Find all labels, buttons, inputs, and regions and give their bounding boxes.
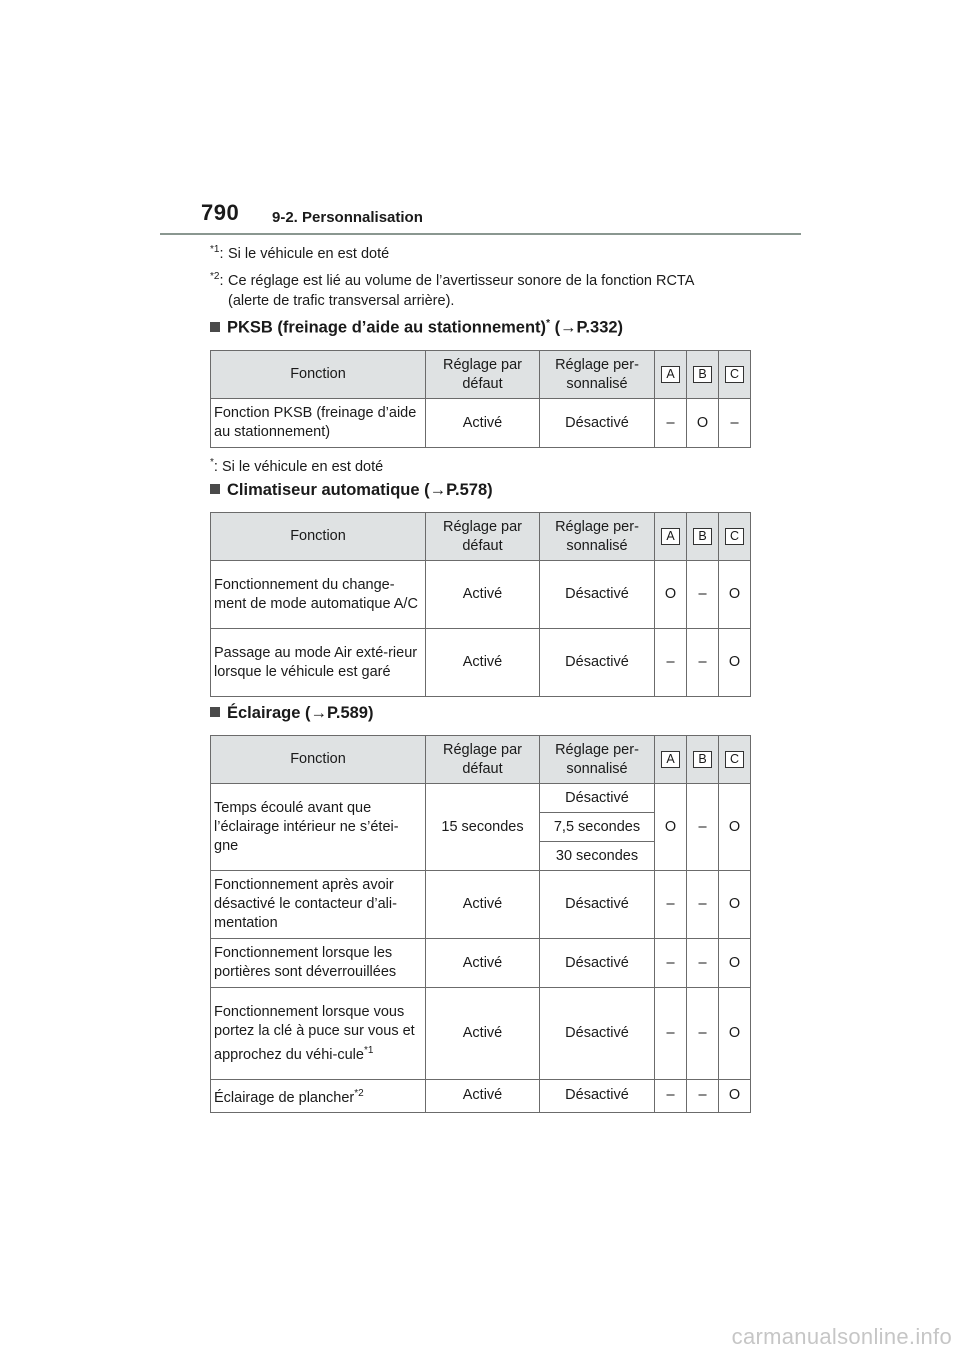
table-row: Fonctionnement après avoir désactivé le contacteur d’ali-mentation Activé Désactivé – – O [211,871,751,939]
col-b: B [687,351,719,399]
col-fonction: Fonction [211,513,426,561]
col-custom: Réglage per-sonnalisé [540,351,655,399]
col-a: A [655,351,687,399]
table-row: Passage au mode Air exté-rieur lorsque le véhicule est garé Activé Désactivé – – O [211,629,751,697]
col-c: C [719,351,751,399]
col-default: Réglage par défaut [426,736,540,784]
table-row: Fonctionnement du change-ment de mode automatique A/C Activé Désactivé O – O [211,561,751,629]
col-b: B [687,513,719,561]
col-default: Réglage par défaut [426,351,540,399]
table-row: Éclairage de plancher$^{*2}$ Activé Désactivé – – O [211,1080,751,1113]
heading-pksb: PKSB (freinage d’aide au stationnement)* (→P.332) [210,318,623,338]
table-subrow: 7,5 secondes [211,813,751,842]
table-row: Fonctionnement lorsque les portières sont déverrouillées Activé Désactivé – – O [211,939,751,988]
square-bullet-icon [210,322,220,332]
col-c: C [719,513,751,561]
table-eclairage [210,735,751,1113]
watermark: carmanualsonline.info [731,1324,952,1349]
col-custom: Réglage per-sonnalisé [540,513,655,561]
table-header-row [211,351,751,399]
footnote-1: $^{*1}$: Si le véhicule en est doté [210,244,390,262]
page-number: 790 [201,200,240,225]
header-divider [160,233,801,235]
table-row: Fonctionnement lorsque vous portez la clé à puce sur vous et approchez du véhi-cule$^{*1}$ Activé Désactivé – – O [211,988,751,1080]
col-default: Réglage par défaut [426,513,540,561]
col-a: A [655,736,687,784]
table-row: Temps écoulé avant que l’éclairage intérieur ne s’étei-gne 15 secondes Désactivé O – O [211,784,751,813]
footnote-2: $^{*2}$: Ce réglage est lié au volume de l’avertisseur sonore de la fonction RCTA (alerte de trafic transversal arrière). [210,271,695,309]
table-row: Fonction PKSB (freinage d’aide au stationnement) Activé Désactivé – O – [211,399,751,448]
section-title: 9-2. Personnalisation [272,209,423,226]
square-bullet-icon [210,484,220,494]
heading-eclairage: Éclairage (→P.589) [210,704,373,723]
col-fonction: Fonction [211,736,426,784]
table-pksb [210,350,751,448]
col-c: C [719,736,751,784]
col-custom: Réglage per-sonnalisé [540,736,655,784]
heading-climatiseur: Climatiseur automatique (→P.578) [210,481,493,500]
table-header-row [211,736,751,784]
col-fonction: Fonction [211,351,426,399]
table-header-row [211,513,751,561]
table-climatiseur [210,512,751,697]
footnote-pksb: *: Si le véhicule en est doté [210,457,384,475]
col-b: B [687,736,719,784]
square-bullet-icon [210,707,220,717]
col-a: A [655,513,687,561]
table-subrow: 30 secondes [211,842,751,871]
